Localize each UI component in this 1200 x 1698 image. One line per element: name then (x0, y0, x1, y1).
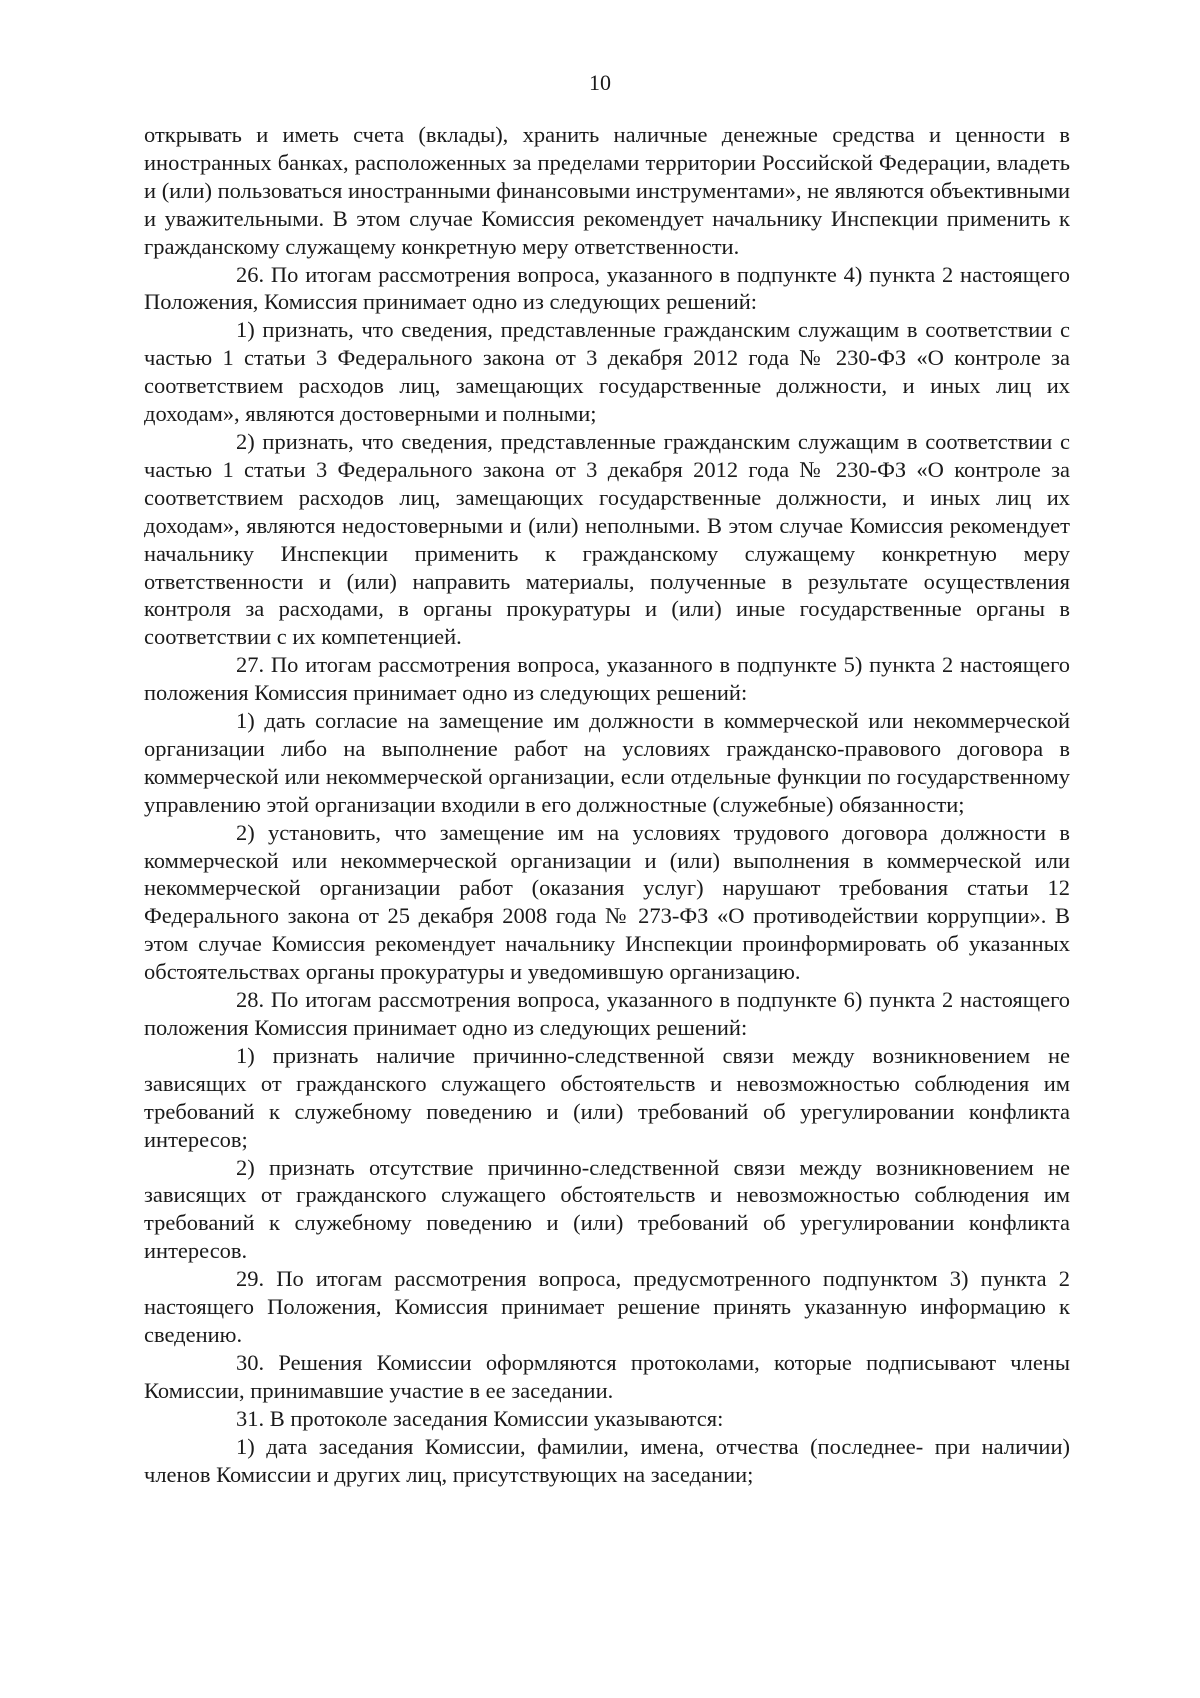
paragraph-item-28-1: 1) признать наличие причинно-следственной связи между возникновением не зависящих от гражданского служащего обстоятельств и невозможностью соблюдения им требований к служебному поведению и (или) требований об урегулировании конфликта интересов; (144, 1042, 1070, 1152)
paragraph-item-27-1: 1) дать согласие на замещение им должности в коммерческой или некоммерческой организации либо на выполнение работ на условиях гражданско-правового договора в коммерческой или некоммерческой организации, если отдельные функции по государственному управлению этой организации входили в его должностные (служебные) обязанности; (144, 708, 1070, 817)
document-body (144, 121, 1070, 1488)
paragraph-item-27-2: 2) установить, что замещение им на условиях трудового договора должности в коммерческой или некоммерческой организации и (или) выполнения в коммерческой или некоммерческой организации работ (оказания услуг) нарушают требования статьи 12 Федерального закона от 25 декабря 2008 года № 273-ФЗ «О противодействии коррупции». В этом случае Комиссия рекомендует начальнику Инспекции проинформировать об указанных обстоятельствах органы прокуратуры и уведомившую организацию. (144, 819, 1070, 985)
paragraph-item-30: 30. Решения Комиссии оформляются протоколами, которые подписывают члены Комиссии, принимавшие участие в ее заседании. (144, 1349, 1070, 1403)
paragraph-item-28-2: 2) признать отсутствие причинно-следственной связи между возникновением не зависящих от гражданского служащего обстоятельств и невозможностью соблюдения им требований к служебному поведению и (или) требований об урегулировании конфликта интересов. (144, 1154, 1070, 1264)
paragraph-item-31-1: 1) дата заседания Комиссии, фамилии, имена, отчества (последнее- при наличии) членов Комиссии и других лиц, присутствующих на заседании; (144, 1433, 1070, 1487)
page-number: 10 (589, 70, 611, 95)
paragraph-item-26: 26. По итогам рассмотрения вопроса, указанного в подпункте 4) пункта 2 настоящего Положения, Комиссия принимает одно из следующих решений: (144, 261, 1070, 315)
paragraph-item-26-1: 1) признать, что сведения, представленные гражданским служащим в соответствии с частью 1 статьи 3 Федерального закона от 3 декабря 2012 года № 230-ФЗ «О контроле за соответствием расходов лиц, замещающих государственные должности, и иных лиц их доходам», являются достоверными и полными; (144, 317, 1070, 427)
paragraph-item-26-2: 2) признать, что сведения, представленные гражданским служащим в соответствии с частью 1 статьи 3 Федерального закона от 3 декабря 2012 года № 230-ФЗ «О контроле за соответствием расходов лиц, замещающих государственные должности, и иных лиц их доходам», являются недостоверными и (или) неполными. В этом случае Комиссия рекомендует начальнику Инспекции применить к гражданскому служащему конкретную меру ответственности и (или) направить материалы, полученные в результате осуществления контроля за расходами, в органы прокуратуры и (или) иные государственные органы в соответствии с их компетенцией. (144, 428, 1070, 650)
paragraph-item-27: 27. По итогам рассмотрения вопроса, указанного в подпункте 5) пункта 2 настоящего положения Комиссия принимает одно из следующих решений: (144, 652, 1070, 706)
paragraph-item-29: 29. По итогам рассмотрения вопроса, предусмотренного подпунктом 3) пункта 2 настоящего Положения, Комиссия принимает решение принять указанную информацию к сведению. (144, 1266, 1070, 1347)
paragraph-continuation: открывать и иметь счета (вклады), хранить наличные денежные средства и ценности в иностранных банках, расположенных за пределами территории Российской Федерации, владеть и (или) пользоваться иностранными финансовыми инструментами», не являются объективными и уважительными. В этом случае Комиссия рекомендует начальнику Инспекции применить к гражданскому служащему конкретную меру ответственности. (144, 122, 1070, 259)
paragraph-item-28: 28. По итогам рассмотрения вопроса, указанного в подпункте 6) пункта 2 настоящего положения Комиссия принимает одно из следующих решений: (144, 987, 1070, 1040)
paragraph-item-31: 31. В протоколе заседания Комиссии указываются: (236, 1405, 724, 1431)
